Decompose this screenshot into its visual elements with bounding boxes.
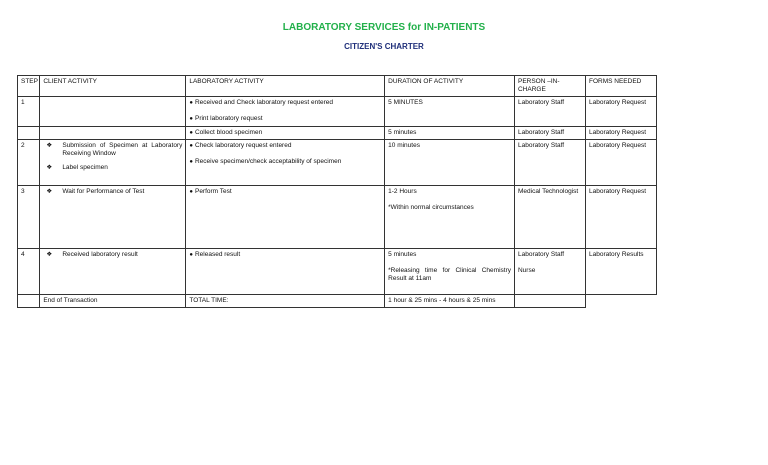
footer-empty bbox=[514, 295, 585, 308]
client-activity-text: Wait for Performance of Test bbox=[62, 188, 145, 195]
forms-needed-cell: Laboratory Results bbox=[585, 249, 656, 295]
citizens-charter-table bbox=[17, 75, 657, 308]
footer-empty bbox=[585, 295, 656, 308]
person-in-charge-text: Medical Technologist bbox=[517, 188, 579, 195]
header-step: STEP bbox=[18, 76, 40, 97]
diamond-bullet-icon: ❖ bbox=[46, 164, 53, 171]
laboratory-activity-item: ● Collect blood specimen bbox=[189, 129, 381, 137]
forms-needed-cell: Laboratory Request bbox=[585, 186, 656, 249]
table-row bbox=[18, 249, 657, 295]
table-footer-row bbox=[18, 295, 657, 308]
person-in-charge-text: Laboratory Staff bbox=[517, 99, 565, 106]
document-title: LABORATORY SERVICES for IN-PATIENTS bbox=[282, 22, 486, 33]
diamond-bullet-icon: ❖ bbox=[46, 142, 53, 149]
duration-text: 1-2 Hours bbox=[388, 188, 417, 195]
client-activity-cell bbox=[40, 97, 186, 127]
forms-needed-cell: Laboratory Request bbox=[585, 140, 656, 186]
person-in-charge-text: Laboratory Staff bbox=[517, 129, 565, 136]
forms-needed-cell: Laboratory Request bbox=[585, 127, 656, 140]
client-activity-item bbox=[43, 164, 182, 172]
table-row bbox=[18, 127, 657, 140]
duration-text: 10 minutes bbox=[388, 142, 420, 149]
person-in-charge-cell bbox=[514, 127, 585, 140]
client-activity-text: Submission of Specimen at Laboratory Receiving Window bbox=[62, 142, 183, 157]
person-in-charge-text: Laboratory Staff bbox=[517, 251, 565, 258]
laboratory-activity-item: ● Check laboratory request entered bbox=[189, 142, 381, 150]
client-activity-cell bbox=[40, 140, 186, 186]
header-client-activity: CLIENT ACTIVITY bbox=[40, 76, 186, 97]
client-activity-text: Received laboratory result bbox=[62, 251, 138, 258]
laboratory-activity-cell bbox=[186, 140, 385, 186]
person-in-charge-cell bbox=[514, 249, 585, 295]
table-row bbox=[18, 97, 657, 127]
step-cell bbox=[18, 127, 40, 140]
client-activity-cell bbox=[40, 127, 186, 140]
client-activity-item bbox=[43, 142, 182, 158]
duration-cell bbox=[385, 186, 515, 249]
duration-text: *Within normal circumstances bbox=[388, 204, 474, 211]
footer-total-time-label: TOTAL TIME: bbox=[186, 295, 385, 308]
person-in-charge-cell bbox=[514, 97, 585, 127]
laboratory-activity-cell bbox=[186, 97, 385, 127]
laboratory-activity-item: ● Perform Test bbox=[189, 188, 381, 196]
duration-cell bbox=[385, 97, 515, 127]
diamond-bullet-icon: ❖ bbox=[46, 188, 53, 195]
header-laboratory-activity: LABORATORY ACTIVITY bbox=[186, 76, 385, 97]
laboratory-activity-item: ● Print laboratory request bbox=[189, 115, 381, 123]
duration-cell bbox=[385, 127, 515, 140]
document-subtitle: CITIZEN'S CHARTER bbox=[344, 42, 424, 51]
client-activity-cell bbox=[40, 186, 186, 249]
header-person-in-charge: PERSON –IN- CHARGE bbox=[514, 76, 585, 97]
duration-text: 5 MINUTES bbox=[388, 99, 423, 106]
forms-needed-cell: Laboratory Request bbox=[585, 97, 656, 127]
duration-cell bbox=[385, 249, 515, 295]
laboratory-activity-item: ● Received and Check laboratory request entered bbox=[189, 99, 381, 107]
step-cell: 4 bbox=[18, 249, 40, 295]
step-cell: 3 bbox=[18, 186, 40, 249]
laboratory-activity-cell bbox=[186, 186, 385, 249]
header-forms-needed: FORMS NEEDED bbox=[585, 76, 656, 97]
duration-text: 5 minutes bbox=[388, 129, 417, 136]
footer-step bbox=[18, 295, 40, 308]
client-activity-item bbox=[43, 251, 182, 259]
duration-text: 5 minutes bbox=[388, 251, 417, 258]
person-in-charge-text: Nurse bbox=[517, 267, 536, 274]
table-row bbox=[18, 140, 657, 186]
client-activity-text: Label specimen bbox=[62, 164, 108, 171]
laboratory-activity-item: ● Receive specimen/check acceptability of specimen bbox=[189, 158, 381, 166]
laboratory-activity-item: ● Released result bbox=[189, 251, 381, 259]
table-header-row bbox=[18, 76, 657, 97]
person-in-charge-text: Laboratory Staff bbox=[517, 142, 565, 149]
step-cell: 1 bbox=[18, 97, 40, 127]
header-duration: DURATION OF ACTIVITY bbox=[385, 76, 515, 97]
diamond-bullet-icon: ❖ bbox=[46, 251, 53, 258]
table-row bbox=[18, 186, 657, 249]
duration-text: *Releasing time for Clinical Chemistry Result at 11am bbox=[388, 267, 511, 282]
client-activity-cell bbox=[40, 249, 186, 295]
laboratory-activity-cell bbox=[186, 127, 385, 140]
laboratory-activity-cell bbox=[186, 249, 385, 295]
step-cell: 2 bbox=[18, 140, 40, 186]
footer-end-of-transaction: End of Transaction bbox=[40, 295, 186, 308]
client-activity-item bbox=[43, 188, 182, 196]
footer-total-time-value: 1 hour & 25 mins - 4 hours & 25 mins bbox=[385, 295, 515, 308]
person-in-charge-cell bbox=[514, 140, 585, 186]
duration-cell bbox=[385, 140, 515, 186]
person-in-charge-cell bbox=[514, 186, 585, 249]
